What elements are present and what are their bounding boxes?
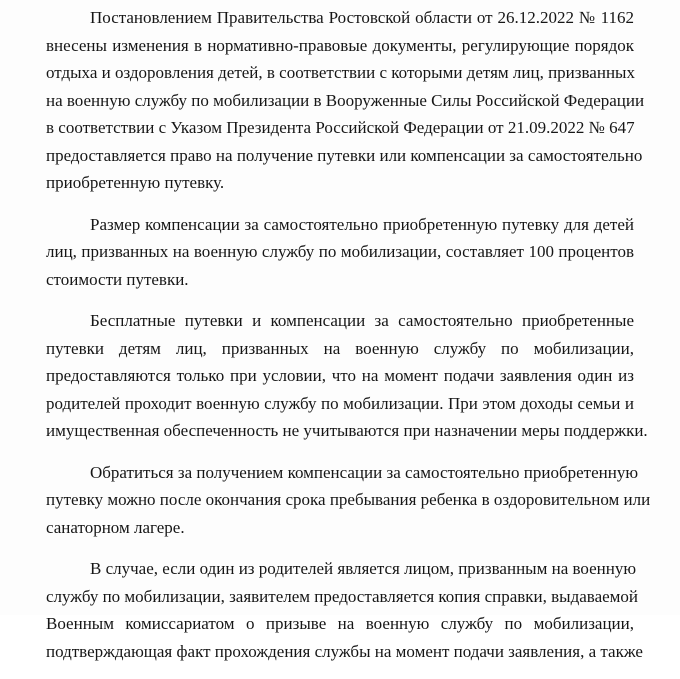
paragraph-resolution [46, 4, 645, 197]
text-line: путевки детям лиц, призванных на военную службу по мобилизации, [46, 338, 634, 358]
paragraph-required-documents [46, 555, 643, 665]
text-line: В случае, если один из родителей является лицом, призванным на военную [90, 559, 637, 578]
text-line: Обратиться за получением компенсации за самостоятельно приобретенную [90, 462, 639, 482]
text-line: в соответствии с Указом Президента Российской Федерации от 21.09.2022 № 647 [46, 118, 635, 137]
text-line: предоставляется право на получение путевки или компенсации за самостоятельно [46, 145, 643, 165]
paragraph-application-timing [46, 459, 651, 542]
text-line: имущественная обеспеченность не учитываются при назначении меры поддержки. [46, 421, 648, 440]
paragraph-eligibility [46, 307, 648, 445]
text-line: путевку можно после окончания срока пребывания ребенка в оздоровительном или [46, 490, 651, 509]
text-line: лиц, призванных на военную службу по мобилизации, составляет 100 процентов [46, 242, 634, 261]
text-line: службу по мобилизации, заявителем предоставляется копия справки, выдаваемой [46, 586, 639, 606]
paragraph-compensation-amount [46, 211, 634, 294]
text-line: Бесплатные путевки и компенсации за самостоятельно приобретенные [90, 311, 634, 330]
text-line: предоставляются только при условии, что на момент подачи заявления один из [46, 366, 634, 385]
text-line: родителей проходит военную службу по мобилизации. При этом доходы семьи и [46, 393, 634, 413]
text-line: внесены изменения в нормативно-правовые документы, регулирующие порядок [46, 35, 634, 55]
text-line: отдыха и оздоровления детей, в соответствии с которыми детям лиц, призванных [46, 63, 635, 82]
text-line: на военную службу по мобилизации в Вооруженные Силы Российской Федерации [46, 90, 645, 110]
text-line: Размер компенсации за самостоятельно приобретенную путевку для детей [90, 214, 634, 234]
text-line: Военным комиссариатом о призыве на военную службу по мобилизации, [46, 614, 634, 633]
text-line: стоимости путевки. [46, 269, 189, 289]
text-line: приобретенную путевку. [46, 173, 225, 192]
text-line: санаторном лагере. [46, 517, 185, 537]
text-line: подтверждающая факт прохождения службы на момент подачи заявления, а также [46, 641, 643, 661]
text-line: Постановлением Правительства Ростовской области от 26.12.2022 № 1162 [90, 8, 634, 27]
document-body [46, 4, 651, 679]
